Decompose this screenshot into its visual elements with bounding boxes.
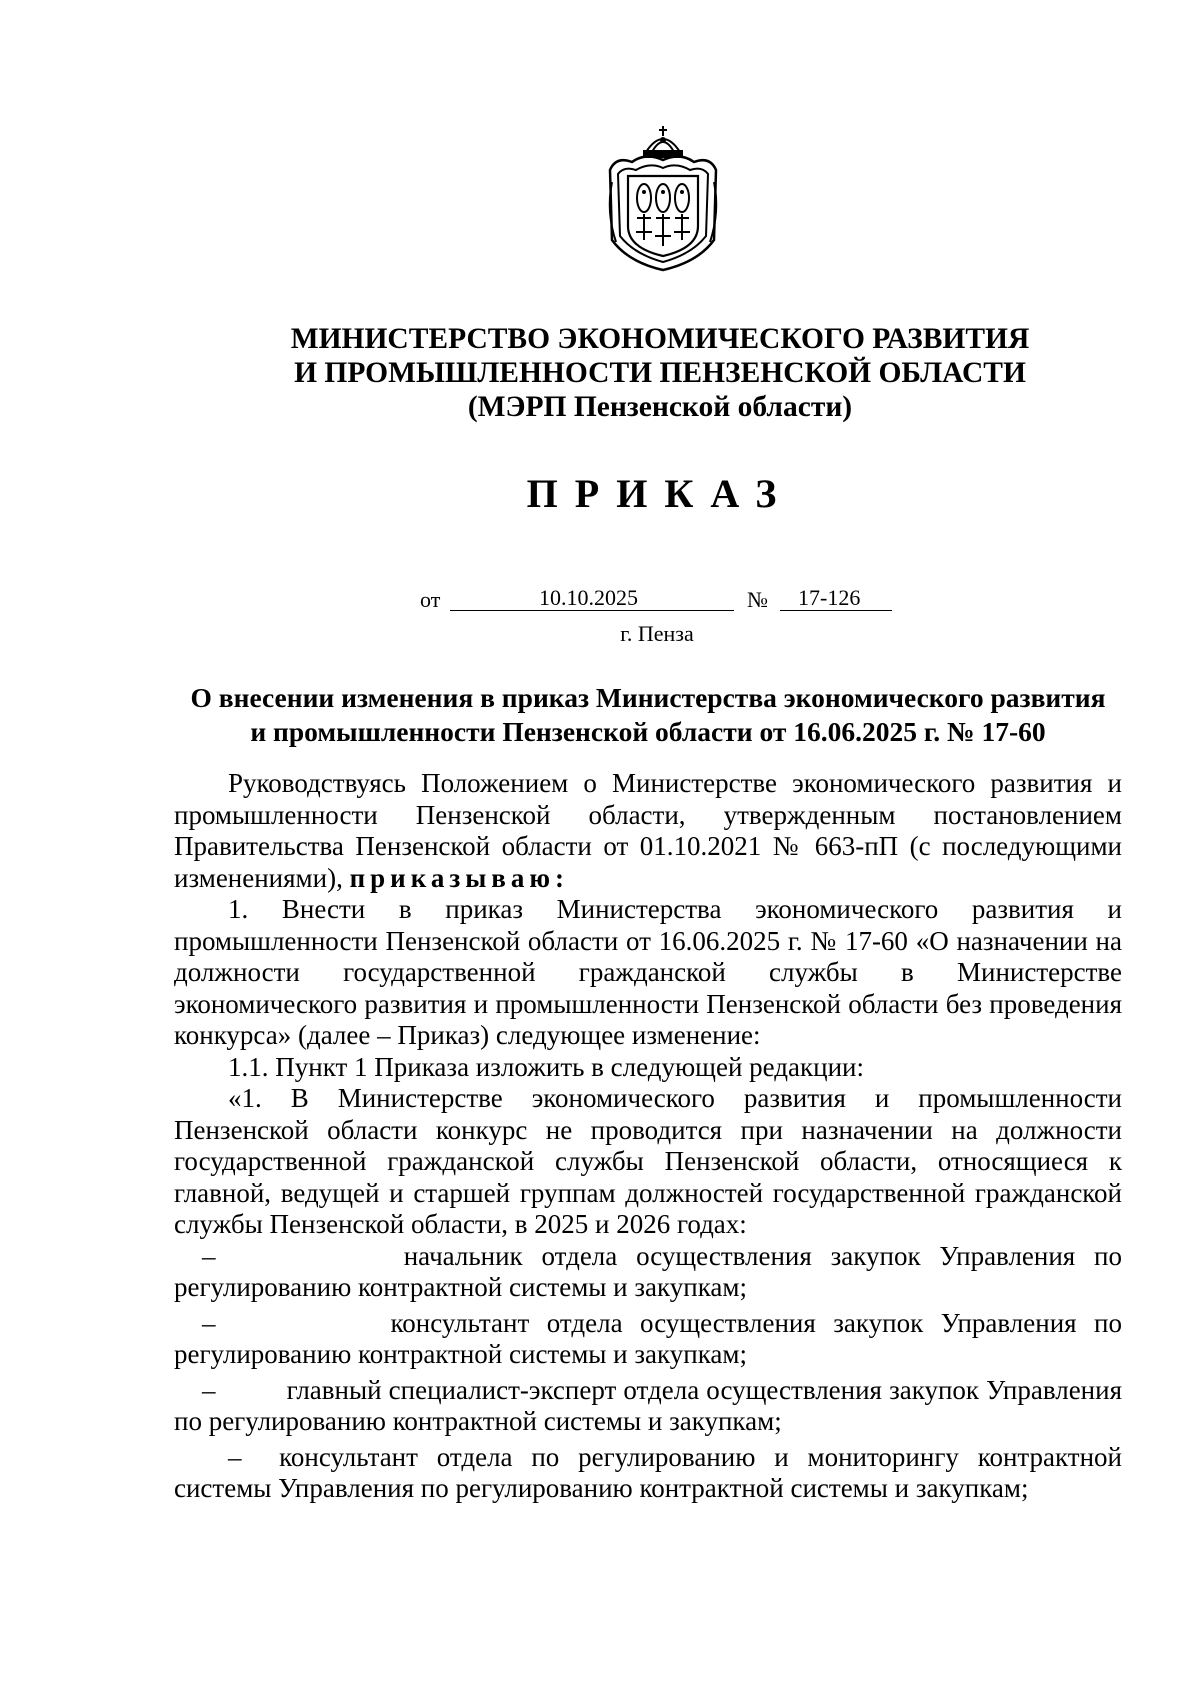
intro-paragraph xyxy=(174,768,1122,894)
position-text: консультант отдела осуществления закупок Управления по регулированию контрактной системы и закупкам; xyxy=(174,1307,1123,1369)
org-line-1: МИНИСТЕРСТВО ЭКОНОМИЧЕСКОГО РАЗВИТИЯ xyxy=(290,323,1030,355)
from-label: от xyxy=(420,587,441,612)
org-line-2: И ПРОМЫШЛЕННОСТИ ПЕНЗЕНСКОЙ ОБЛАСТИ xyxy=(294,357,1026,389)
document-date: 10.10.2025 xyxy=(539,585,638,610)
city: г. Пенза xyxy=(620,621,694,646)
position-item xyxy=(174,1442,1122,1505)
heading-line-1: О внесении изменения в приказ Министерства экономического развития xyxy=(190,682,1106,713)
quoted-item-1: «1. В Министерстве экономического развития и промышленности Пензенской области конкурс не проводится при назначении на должности государственной гражданской службы Пензенской области, относящиеся к главной, ведущей и старшей группам должностей государственной гражданской службы Пензенской области, в 2025 и 2026 годах: xyxy=(174,1083,1122,1239)
document-body xyxy=(174,768,1122,1505)
list-dash: – xyxy=(228,1441,242,1472)
document-number: 17-126 xyxy=(798,585,861,610)
position-text: консультант отдела по регулированию и мониторингу контрактной системы Управления по регулированию контрактной системы и закупкам; xyxy=(174,1441,1122,1503)
item-1-1: 1.1. Пункт 1 Приказа изложить в следующей редакции: xyxy=(228,1051,864,1082)
list-dash: – xyxy=(202,1240,216,1271)
order-word: приказываю: xyxy=(349,862,570,893)
penza-coat-of-arms-icon xyxy=(602,122,724,274)
document-title: ПРИКАЗ xyxy=(526,471,794,516)
date-underline xyxy=(450,610,734,611)
number-sign: № xyxy=(747,587,768,612)
number-underline xyxy=(780,610,892,611)
order-heading xyxy=(172,681,1124,749)
organization-name xyxy=(250,322,1070,424)
list-dash: – xyxy=(202,1374,216,1405)
position-text: начальник отдела осуществления закупок Управления по регулированию контрактной системы и закупкам; xyxy=(174,1240,1122,1302)
date-number-line xyxy=(0,581,1200,611)
intro-text: Руководствуясь Положением о Министерстве экономического развития и промышленности Пензенской области, утвержденным постановлением Правительства Пензенской области от 01.10.2021 № 663-пП (с последующими изменениями), xyxy=(174,768,1122,893)
item-1: 1. Внести в приказ Министерства экономического развития и промышленности Пензенской области от 16.06.2025 г. № 17-60 «О назначении на должности государственной гражданской службы в Министерстве экономического развития и промышленности Пензенской области без проведения конкурса» (далее – Приказ) следующее изменение: xyxy=(174,894,1122,1050)
list-dash: – xyxy=(202,1307,216,1338)
position-item xyxy=(174,1308,1122,1371)
position-text: главный специалист-эксперт отдела осуществления закупок Управления по регулированию контрактной системы и закупкам; xyxy=(174,1374,1122,1436)
position-item xyxy=(174,1375,1122,1438)
heading-line-2: и промышленности Пензенской области от 16.06.2025 г. № 17-60 xyxy=(250,716,1046,747)
org-line-3: (МЭРП Пензенской области) xyxy=(467,391,853,423)
position-item xyxy=(174,1241,1122,1304)
